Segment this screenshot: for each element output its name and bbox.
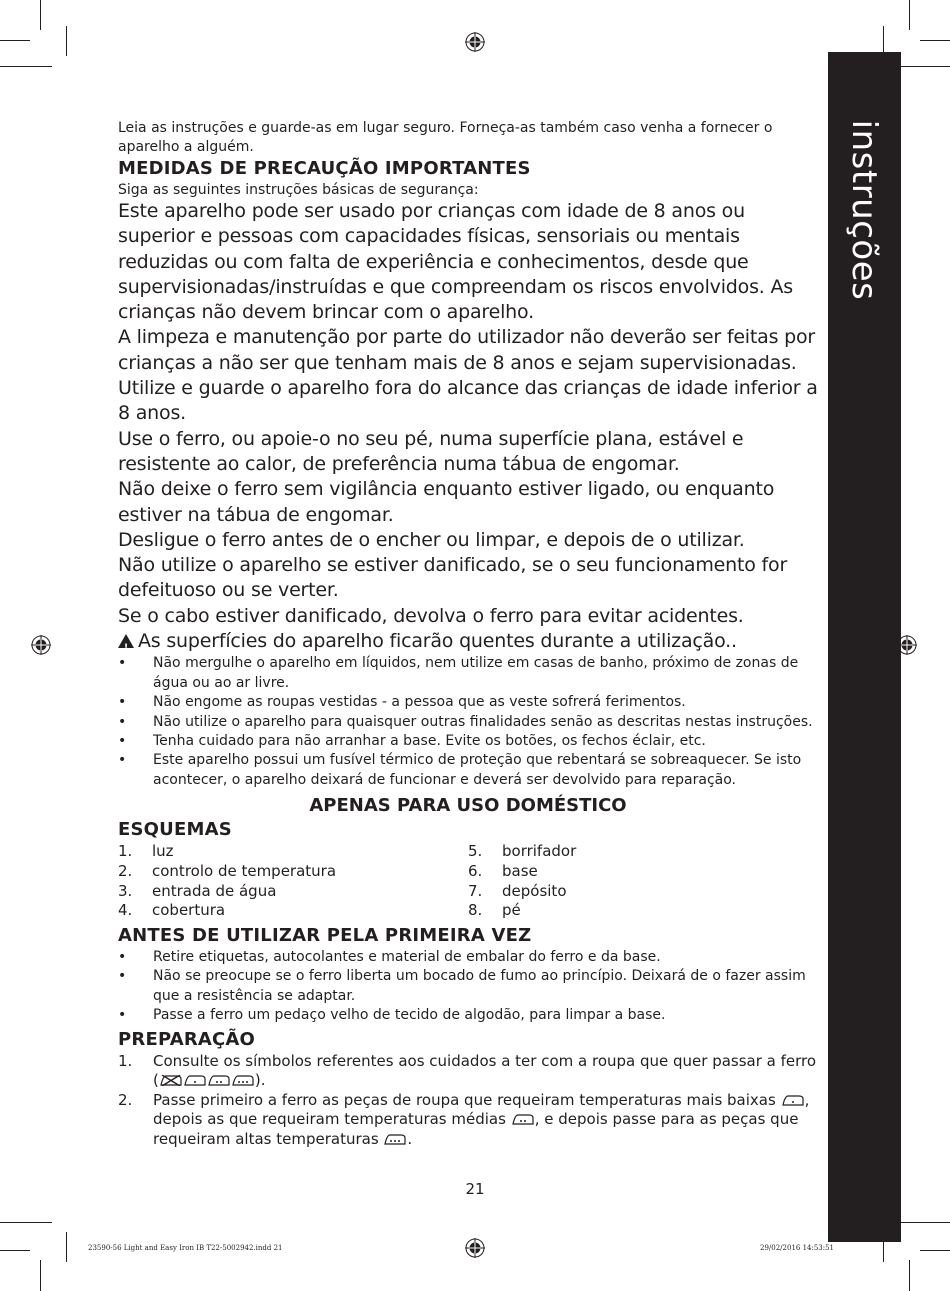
part-item: 1. luz <box>118 842 174 861</box>
iron-low-temp-icon <box>184 1075 206 1086</box>
crop-mark <box>893 66 950 67</box>
crop-mark <box>920 40 950 41</box>
list-item: • Não engome as roupas vestidas - a pessoa que as veste sofrerá ferimentos. <box>118 693 818 712</box>
iron-medium-temp-icon <box>512 1114 534 1125</box>
crop-mark <box>40 1260 41 1291</box>
safety-paragraph: Não utilize o aparelho se estiver danificado, se o seu funcionamento for defeituoso ou se verter. <box>118 554 788 602</box>
registration-mark-icon <box>465 32 485 52</box>
crop-mark <box>909 0 910 30</box>
section-tab-label: instruções <box>844 119 884 301</box>
registration-mark-icon <box>31 635 51 655</box>
safety-paragraph: Utilize e guarde o aparelho fora do alcance das crianças de idade inferior a 8 anos. <box>118 377 818 425</box>
list-item: • Passe a ferro um pedaço velho de tecido de algodão, para limpar a base. <box>118 1006 818 1025</box>
safety-bullet-list <box>118 654 818 790</box>
safety-subheading: Siga as seguintes instruções básicas de segurança: <box>118 182 479 198</box>
first-use-bullet-list <box>118 948 818 1026</box>
no-iron-icon <box>160 1075 182 1086</box>
safety-paragraph: Não deixe o ferro sem vigilância enquanto estiver ligado, ou enquanto estiver na tábua de engomar. <box>118 478 775 526</box>
registration-mark-icon <box>465 1238 485 1258</box>
part-item: 5. borrifador <box>468 842 577 861</box>
intro-text: Leia as instruções e guarde-as em lugar seguro. Forneça-as também caso venha a fornecer o aparelho a alguém. <box>118 120 773 155</box>
warning-triangle-icon <box>118 634 134 648</box>
preparation-heading: PREPARAÇÃO <box>118 1028 256 1050</box>
safety-paragraph: Se o cabo estiver danificado, devolva o ferro para evitar acidentes. <box>118 604 744 627</box>
parts-column-right <box>468 842 818 921</box>
crop-mark <box>0 40 30 41</box>
list-item: • Não utilize o aparelho para quaisquer outras finalidades senão as descritas nestas instruções. <box>118 713 818 732</box>
print-footer-date: 29/02/2016 14:53:51 <box>760 1244 835 1252</box>
crop-mark <box>40 0 41 30</box>
hot-surface-warning <box>118 629 818 654</box>
crop-mark <box>66 1232 67 1262</box>
list-item: • Não se preocupe se o ferro liberta um bocado de fumo ao princípio. Deixará de o fazer assim que a resistência se adaptar. <box>118 967 818 1006</box>
crop-mark <box>920 1250 950 1251</box>
crop-mark <box>0 66 52 67</box>
part-item: 8. pé <box>468 901 521 920</box>
safety-paragraph: A limpeza e manutenção por parte do utilizador não deverão ser feitas por crianças a não ser que tenham mais de 8 anos e sejam supervisionadas. <box>118 326 816 374</box>
part-item: 6. base <box>468 861 538 880</box>
preparation-list <box>118 1052 818 1150</box>
page-number: 21 <box>465 1180 485 1198</box>
iron-low-temp-icon <box>782 1095 804 1106</box>
page-content <box>118 119 818 1149</box>
list-item: • Não mergulhe o aparelho em líquidos, nem utilize em casas de banho, próximo de zonas de água ou ao ar livre. <box>118 654 818 693</box>
parts-column-left <box>118 842 468 921</box>
iron-medium-temp-icon <box>208 1075 230 1086</box>
first-use-heading: ANTES DE UTILIZAR PELA PRIMEIRA VEZ <box>118 925 532 946</box>
part-item: 4. cobertura <box>118 901 226 920</box>
list-item: • Retire etiquetas, autocolantes e material de embalar do ferro e da base. <box>118 948 818 967</box>
crop-mark <box>893 1222 950 1223</box>
schemes-heading: ESQUEMAS <box>118 819 232 841</box>
list-item: 1. Consulte os símbolos referentes aos cuidados a ter com a roupa que quer passar a ferro ( ). <box>118 1051 817 1090</box>
household-use-heading: APENAS PARA USO DOMÉSTICO <box>309 795 627 817</box>
crop-mark <box>909 1260 910 1291</box>
list-item: • Este aparelho possui um fusível térmico de proteção que rebentará se sobreaquecer. Se isto acontecer, o aparelho deixará de funcionar e deverá ser devolvido para reparação. <box>118 751 818 790</box>
crop-mark <box>66 26 67 56</box>
hot-surface-warning-text: As superfícies do aparelho ficarão quentes durante a utilização.. <box>138 630 737 653</box>
safety-paragraph: Este aparelho pode ser usado por crianças com idade de 8 anos ou superior e pessoas com capacidades físicas, sensoriais ou mentais reduzidas ou com falta de experiência e conhecimentos, desde que supervisionadas/instruídas e que compreendam os riscos envolvidos. As crianças não devem brincar com o aparelho. <box>118 200 793 324</box>
parts-list <box>118 842 818 921</box>
safety-heading: MEDIDAS DE PRECAUÇÃO IMPORTANTES <box>118 158 531 179</box>
iron-high-temp-icon <box>232 1075 254 1086</box>
list-item: • Tenha cuidado para não arranhar a base. Evite os botões, os fechos éclair, etc. <box>118 732 818 751</box>
print-footer-file: 23590-56 Light and Easy Iron IB T22-5002942.indd 21 <box>88 1244 283 1252</box>
iron-high-temp-icon <box>384 1134 406 1145</box>
part-item: 2. controlo de temperatura <box>118 861 337 880</box>
part-item: 7. depósito <box>468 881 567 900</box>
list-item: 2. Passe primeiro a ferro as peças de roupa que requeiram temperaturas mais baixas , depois as que requeiram temperaturas médias , e depois passe para as peças que requeiram altas temperaturas . <box>118 1090 810 1148</box>
crop-mark <box>0 1222 52 1223</box>
safety-paragraph: Use o ferro, ou apoie-o no seu pé, numa superfície plana, estável e resistente ao calor, de preferência numa tábua de engomar. <box>118 427 744 475</box>
part-item: 3. entrada de água <box>118 881 277 900</box>
crop-mark <box>0 1250 30 1251</box>
safety-paragraph: Desligue o ferro antes de o encher ou limpar, e depois de o utilizar. <box>118 528 745 551</box>
